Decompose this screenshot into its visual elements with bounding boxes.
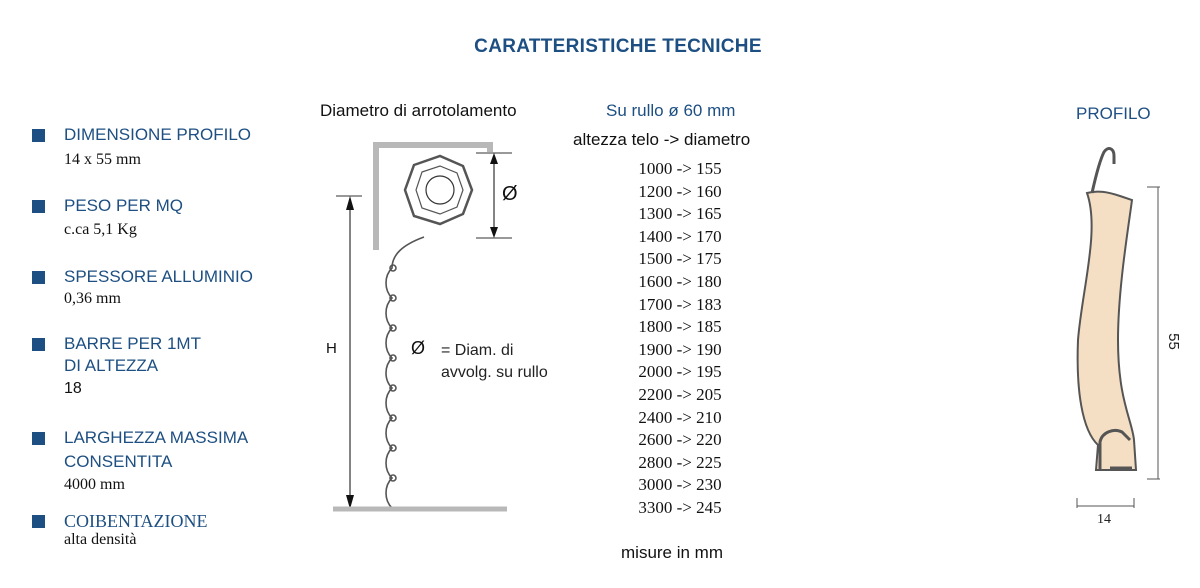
table-row: 2400 -> 210 bbox=[638, 407, 722, 427]
table-row: 1800 -> 185 bbox=[638, 317, 722, 337]
table-row: 1900 -> 190 bbox=[638, 339, 722, 359]
spec-value: 18 bbox=[64, 380, 82, 397]
spec-value: c.ca 5,1 Kg bbox=[64, 221, 137, 238]
table-row: 1400 -> 170 bbox=[638, 226, 722, 246]
table-row: 1600 -> 180 bbox=[638, 271, 722, 291]
spec-label: DIMENSIONE PROFILO bbox=[64, 125, 252, 144]
table-row: 1500 -> 175 bbox=[638, 249, 722, 269]
spec-label: COIBENTAZIONE bbox=[64, 511, 208, 531]
profile-heading: PROFILO bbox=[1076, 104, 1151, 123]
table-row: 3300 -> 245 bbox=[638, 497, 722, 517]
profile-hook bbox=[1092, 149, 1114, 193]
spec-value: 14 x 55 mm bbox=[64, 151, 141, 168]
table-footer: misure in mm bbox=[621, 543, 724, 562]
spec-value: 4000 mm bbox=[64, 476, 125, 493]
table-row: 2200 -> 205 bbox=[638, 384, 722, 404]
table-row: 3000 -> 230 bbox=[638, 475, 722, 495]
spec-label: SPESSORE ALLUMINIO bbox=[64, 267, 253, 286]
profile-width-dim: 14 bbox=[1097, 512, 1111, 527]
table-row: 2600 -> 220 bbox=[638, 430, 722, 450]
diameter-symbol: Ø bbox=[411, 338, 426, 358]
profile-height-dim: 55 bbox=[1164, 333, 1182, 350]
table-subheading: altezza telo -> diametro bbox=[573, 130, 751, 149]
table-row: 2800 -> 225 bbox=[638, 452, 722, 472]
table-row: 1000 -> 155 bbox=[638, 159, 722, 178]
diagram-heading: Diametro di arrotolamento bbox=[320, 101, 517, 120]
table-row: 2000 -> 195 bbox=[638, 362, 722, 382]
spec-label: LARGHEZZA MASSIMA bbox=[64, 428, 249, 447]
legend-line-2: avvolg. su rullo bbox=[441, 364, 548, 381]
profile-section bbox=[1078, 192, 1136, 470]
spec-value: alta densità bbox=[64, 531, 137, 548]
spec-value: 0,36 mm bbox=[64, 290, 121, 307]
spec-label: BARRE PER 1MT bbox=[64, 334, 201, 353]
table-heading: Su rullo ø 60 mm bbox=[606, 101, 736, 120]
shutter-slats bbox=[386, 237, 424, 508]
table-row: 1700 -> 183 bbox=[638, 294, 722, 314]
table-row: 1200 -> 160 bbox=[638, 181, 722, 201]
spec-label: PESO PER MQ bbox=[64, 196, 184, 215]
spec-label-line2: DI ALTEZZA bbox=[64, 356, 159, 375]
height-label: H bbox=[326, 340, 337, 357]
table-row: 1300 -> 165 bbox=[638, 204, 722, 224]
roll-diameter-symbol: Ø bbox=[502, 183, 518, 205]
page-title: CARATTERISTICHE TECNICHE bbox=[474, 36, 762, 57]
legend-line-1: = Diam. di bbox=[441, 342, 514, 359]
spec-label-line2: CONSENTITA bbox=[64, 452, 173, 471]
